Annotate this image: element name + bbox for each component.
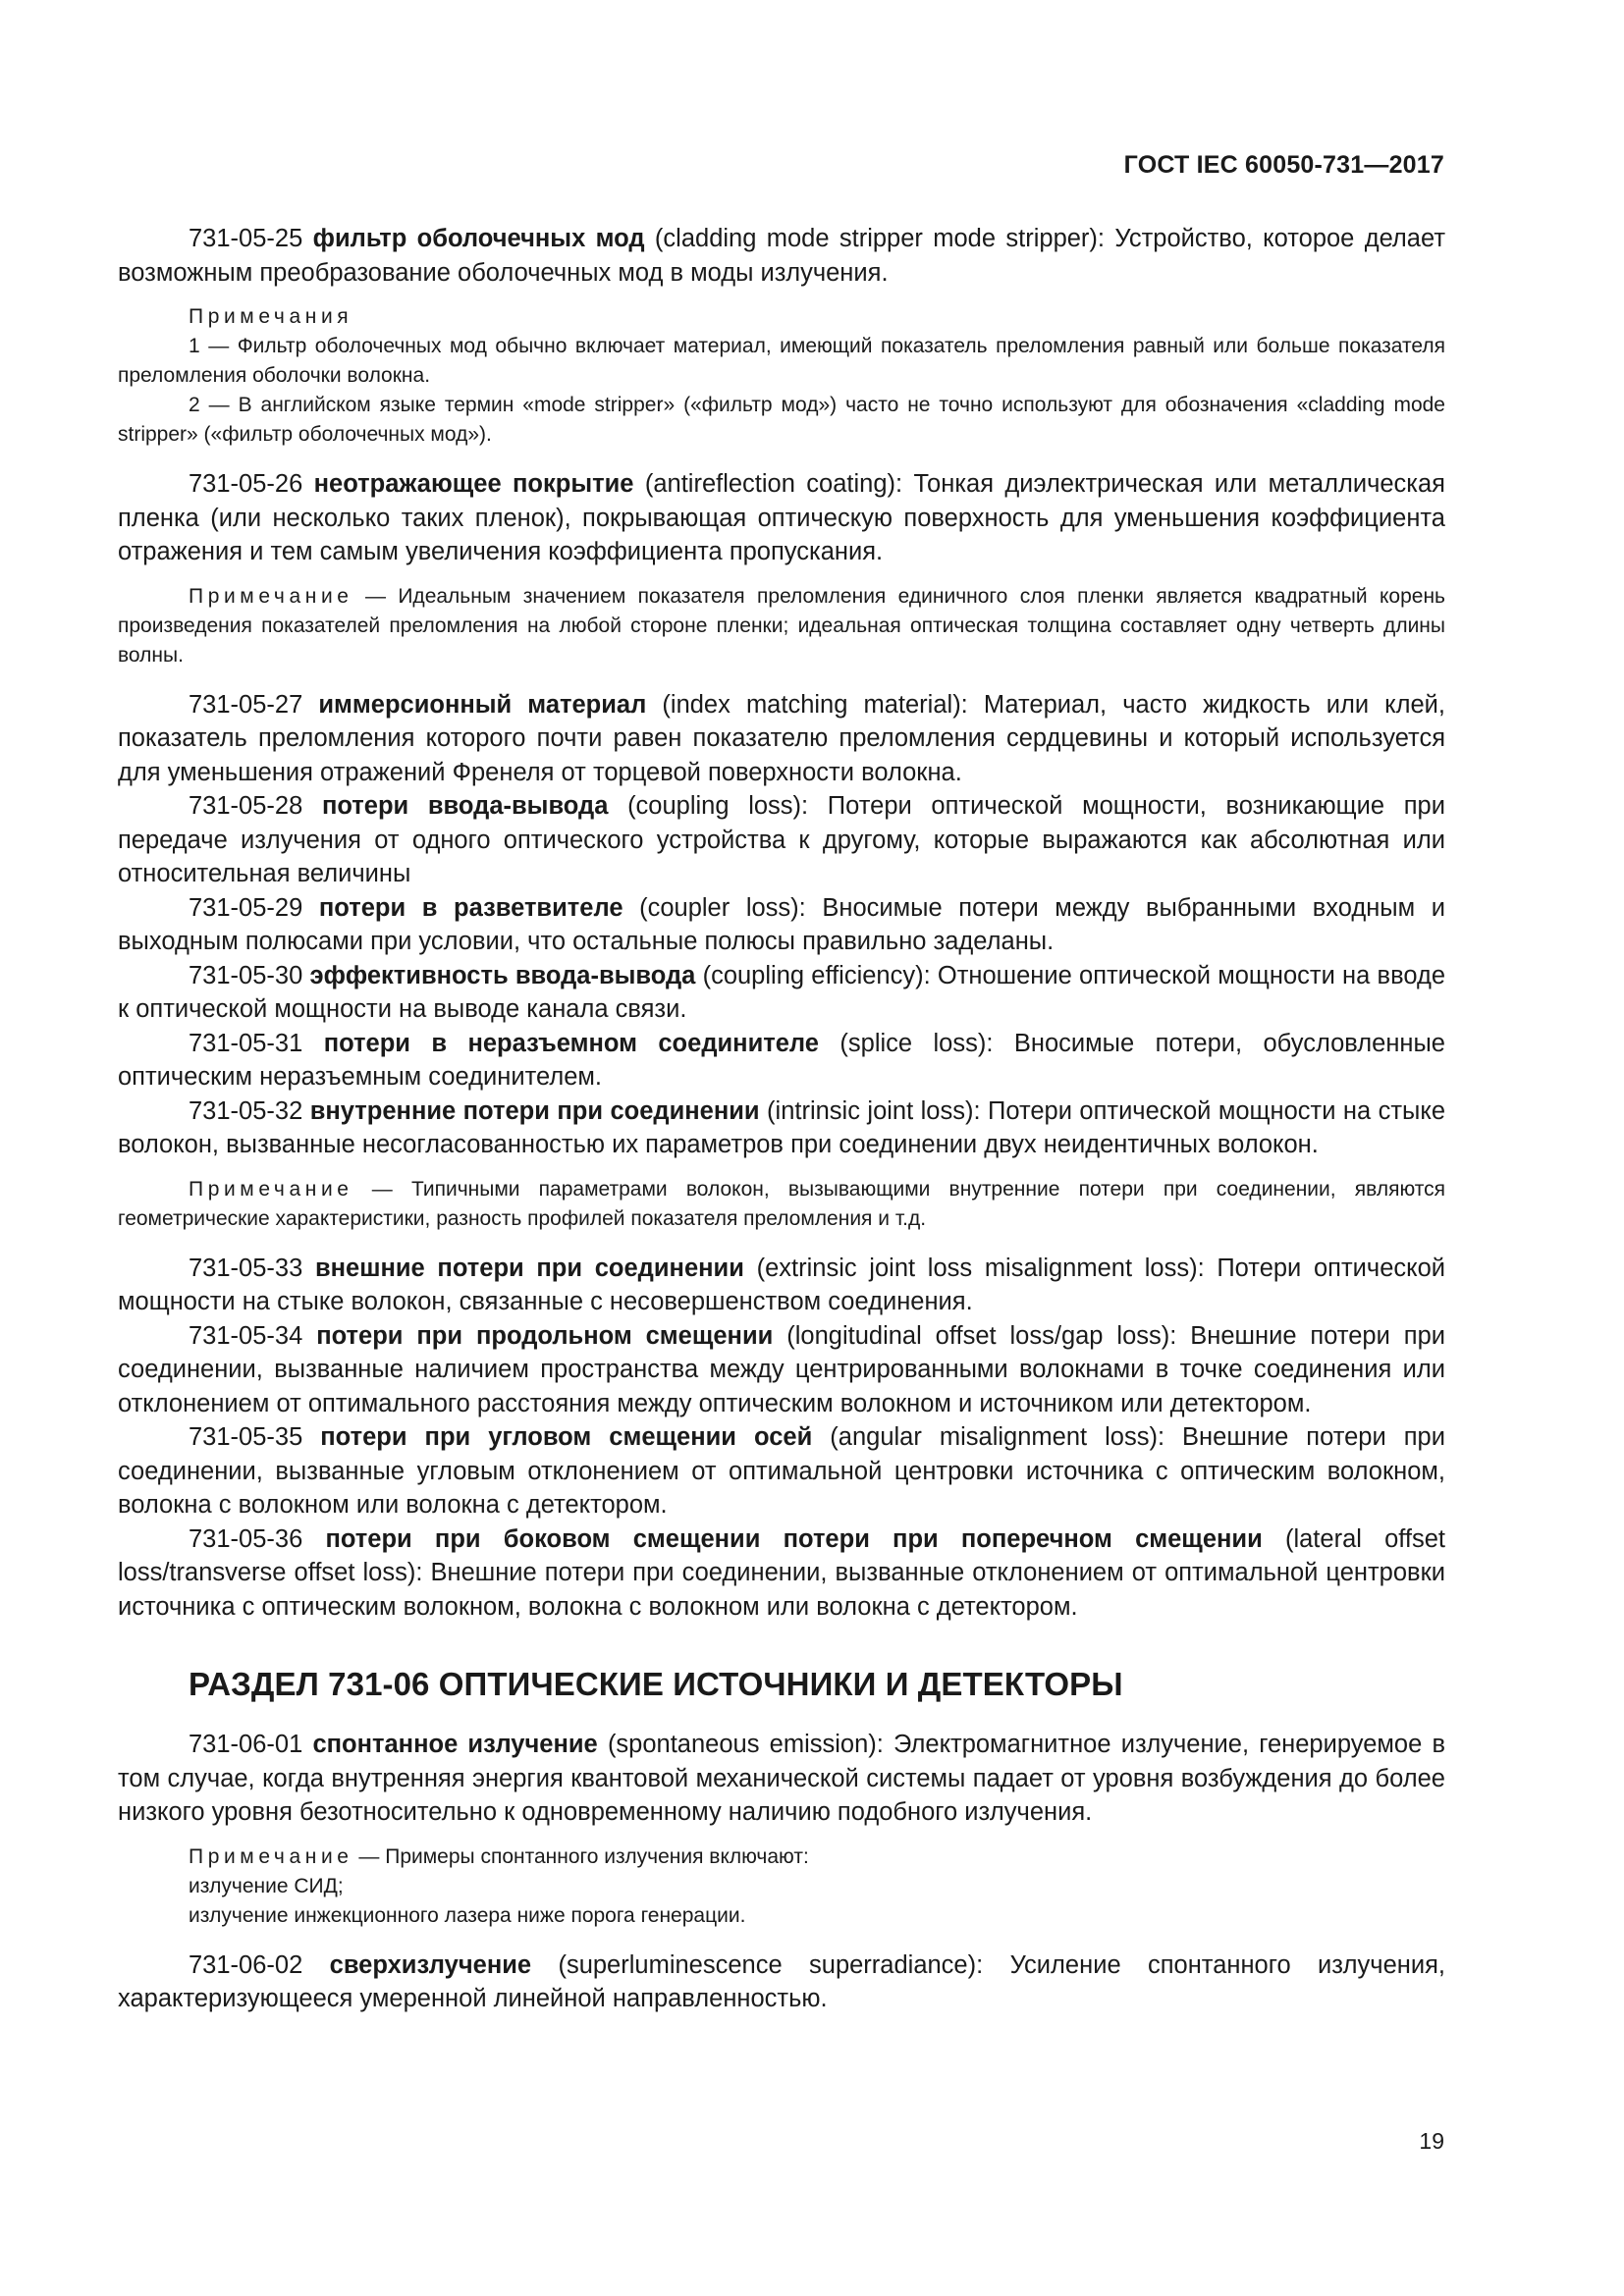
term-number: 731-05-25 [189,225,303,252]
term-name: потери в разветвителе [318,893,623,922]
term-entry-731-05-31 [118,1027,1445,1095]
term-name: иммерсионный материал [318,690,647,719]
term-entry-731-06-01 [118,1728,1445,1830]
page-content [118,222,1445,2016]
term-entry-731-05-35 [118,1420,1445,1522]
notes-731-05-25 [118,302,1445,450]
term-entry-731-06-02 [118,1949,1445,2016]
term-definition: (splice loss): Вносимые потери, обусловленные оптическим неразъемным соединителем. [118,1029,1445,1091]
term-definition: (lateral offset loss/transverse offset loss): Внешние потери при соединении, вызванные отклонением от оптимальной центровки источника с оптическим волокном, волокна с волокном или волокна с детектором. [118,1524,1446,1621]
term-name: неотражающее покрытие [313,470,634,498]
term-entry-731-05-25 [118,222,1445,290]
term-entry-731-05-29 [118,891,1445,959]
note-line: излучение инжекционного лазера ниже порога генерации. [189,1903,746,1927]
term-name: внутренние потери при соединении [309,1096,760,1125]
term-entry-731-05-30 [118,959,1445,1027]
term-number: 731-05-36 [189,1524,303,1553]
term-entry-731-05-27 [118,688,1445,790]
term-entry-731-05-32 [118,1095,1445,1162]
term-number: 731-05-30 [189,961,303,989]
term-number: 731-06-01 [189,1731,303,1758]
term-name: потери при угловом смещении осей [320,1423,813,1451]
term-definition: (cladding mode stripper mode stripper): Устройство, которое делает возможным преобразование оболочечных мод в моды излучения. [118,225,1446,287]
note-text: — Идеальным значением показателя преломления единичного слоя пленки является квадратный корень произведения показателей преломления на любой стороне пленки; идеальная оптическая толщина составляет одну четверть длины волны. [118,584,1445,667]
note-label: Примечание [189,1177,353,1201]
term-number: 731-05-32 [189,1096,303,1125]
term-name: сверхизлучение [329,1950,532,1979]
note-item: 1 — Фильтр оболочечных мод обычно включает материал, имеющий показатель преломления равный или больше показателя преломления оболочки волокна. [118,335,1445,387]
document-code-header: ГОСТ IEC 60050-731—2017 [1123,151,1444,179]
term-definition: (coupling efficiency): Отношение оптической мощности на вводе к оптической мощности на выводе канала связи. [118,961,1446,1023]
term-number: 731-05-26 [189,470,303,498]
term-number: 731-05-33 [189,1254,303,1282]
term-definition: (antireflection coating): Тонкая диэлектрическая или металлическая пленка (или несколько таких пленок), покрывающая оптическую поверхность для уменьшения коэффициента отражения и тем самым увеличения коэффициента пропускания. [118,470,1445,565]
page-number: 19 [1419,2128,1444,2154]
term-entry-731-05-28 [118,789,1445,891]
term-definition: (longitudinal offset loss/gap loss): Внешние потери при соединении, вызванные наличием пространства между центрированными волокнами в точке соединения или отклонением от оптимального расстояния между оптическим волокном и источником или детектором. [118,1321,1446,1417]
term-name: потери в неразъемном соединителе [323,1029,819,1057]
note-item: 2 — В английском языке термин «mode stripper» («фильтр мод») часто не точно используют для обозначения «cladding mode stripper» («фильтр оболочечных мод»). [118,394,1445,446]
note-731-05-26 [118,582,1445,670]
term-definition: (angular misalignment loss): Внешние потери при соединении, вызванные угловым отклонением от оптимальной центровки источника с оптическим волокном, волокна с волокном или волокна с детектором. [118,1423,1445,1519]
term-name: внешние потери при соединении [314,1254,744,1282]
note-line: излучение СИД; [189,1874,344,1897]
note-text: — Примеры спонтанного излучения включают: [358,1844,809,1868]
term-number: 731-05-35 [189,1423,303,1451]
term-definition: (superluminescence superradiance): Усиление спонтанного излучения, характеризующееся умеренной линейной направленностью. [118,1950,1445,2012]
term-number: 731-06-02 [189,1950,303,1979]
notes-label: Примечания [189,305,353,328]
term-definition: (coupler loss): Вносимые потери между выбранными входным и выходным полюсами при условии, что остальные полюсы правильно заделаны. [118,893,1445,955]
term-definition: (spontaneous emission): Электромагнитное излучение, генерируемое в том случае, когда внутренняя энергия квантовой механической системы падает от уровня возбуждения до более низкого уровня безотносительно к одновременному наличию подобного излучения. [118,1731,1446,1826]
note-text: — Типичными параметрами волокон, вызывающими внутренние потери при соединении, являются геометрические характеристики, разность профилей показателя преломления и т.д. [118,1177,1445,1230]
term-entry-731-05-34 [118,1319,1445,1421]
section-heading: РАЗДЕЛ 731-06 ОПТИЧЕСКИЕ ИСТОЧНИКИ И ДЕТЕКТОРЫ [189,1666,1123,1702]
term-definition: (intrinsic joint loss): Потери оптической мощности на стыке волокон, вызванные несогласованностью их параметров при соединении двух неидентичных волокон. [118,1096,1446,1158]
term-entry-731-05-33 [118,1252,1445,1319]
note-731-06-01 [118,1842,1445,1931]
term-number: 731-05-34 [189,1321,303,1350]
note-label: Примечание [189,584,353,608]
term-name: эффективность ввода-вывода [309,961,696,989]
term-definition: (index matching material): Материал, часто жидкость или клей, показатель преломления которого почти равен показателю преломления сердцевины и который используется для уменьшения отражений Френеля от торцевой поверхности волокна. [118,690,1445,786]
term-name: фильтр оболочечных мод [312,225,645,252]
term-name: потери ввода-вывода [321,792,609,820]
term-number: 731-05-31 [189,1029,303,1057]
term-number: 731-05-28 [189,792,303,820]
term-number: 731-05-29 [189,893,303,922]
term-name: потери при продольном смещении [316,1321,774,1350]
term-entry-731-05-36 [118,1522,1445,1625]
note-label: Примечание [189,1844,353,1868]
term-definition: (extrinsic joint loss misalignment loss): Потери оптической мощности на стыке волокон, связанные с несовершенством соединения. [118,1254,1445,1315]
term-entry-731-05-26 [118,467,1445,569]
term-number: 731-05-27 [189,690,303,719]
term-name: потери при боковом смещении потери при поперечном смещении [325,1524,1263,1553]
term-definition: (coupling loss): Потери оптической мощности, возникающие при передаче излучения от одного оптического устройства к другому, которые выражаются как абсолютная или относительная величины [118,792,1445,887]
term-name: спонтанное излучение [312,1731,598,1758]
note-731-05-32 [118,1175,1445,1234]
